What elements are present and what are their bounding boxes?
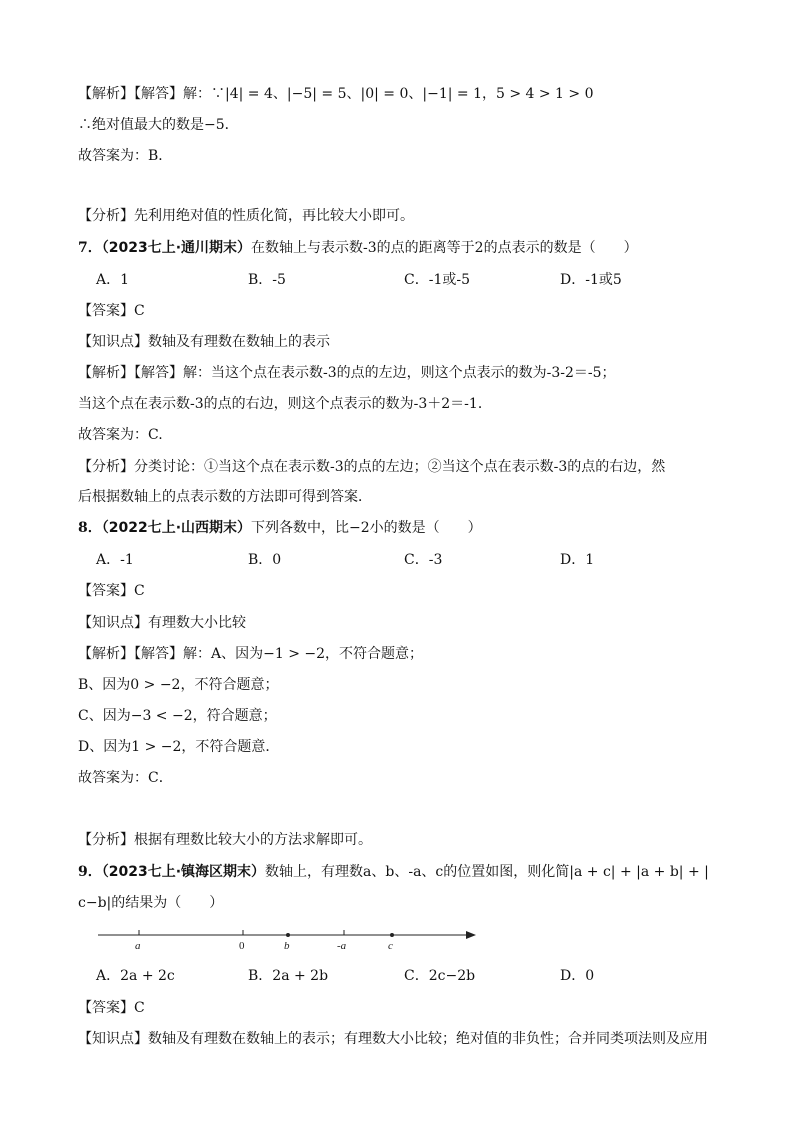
- q8-options: [96, 550, 716, 570]
- q8-option-c: C．-3: [404, 552, 443, 568]
- q9-stem-2: c−b|的结果为（ ）: [78, 895, 224, 911]
- q8-jiexi-4: D、因为1 > −2，不符合题意．: [78, 739, 280, 755]
- q8-number: 8．: [78, 520, 102, 536]
- point-c: [390, 933, 394, 937]
- q7-answer: 【答案】C: [78, 303, 145, 319]
- q9-option-b: B．2a + 2b: [248, 968, 329, 984]
- q8-jiexi-2: B、因为0 > −2，不符合题意；: [78, 677, 279, 693]
- q8-stem: 下列各数中，比−2小的数是（ ）: [251, 520, 482, 536]
- q7-stem: 在数轴上与表示数-3的点的距离等于2的点表示的数是（ ）: [251, 240, 638, 256]
- q7-answer-line: 故答案为：C.: [78, 427, 163, 443]
- q7-option-d: D．-1或5: [560, 272, 622, 288]
- point-b: [286, 933, 290, 937]
- q7-jiexi-2: 当这个点在表示数-3的点的右边，则这个点表示的数为-3＋2＝-1．: [78, 396, 492, 412]
- q8-answer-line: 故答案为：C．: [78, 770, 173, 786]
- q8-source: （2022七上·山西期末）: [101, 520, 252, 536]
- q9-stem-1: 数轴上，有理数a、b、-a、c的位置如图，则化简|a + c| + |a + b| + |: [265, 864, 709, 880]
- q8-option-b: B．0: [248, 552, 282, 568]
- q7-jiexi-1: 【解析】【解答】解：当这个点在表示数-3的点的左边，则这个点表示的数为-3-2＝-5；: [78, 365, 616, 381]
- q7-fenxi-1: 【分析】分类讨论：①当这个点在表示数-3的点的左边；②当这个点在表示数-3的点的右边，然: [78, 459, 666, 475]
- q7-knowledge: 【知识点】数轴及有理数在数轴上的表示: [78, 334, 330, 350]
- number-line-arrow: [466, 931, 476, 939]
- q7-options: [96, 270, 716, 290]
- q9-option-d: D．0: [560, 968, 595, 984]
- q8-jiexi-1: 【解析】【解答】解：A、因为−1 > −2，不符合题意；: [78, 646, 424, 662]
- label-c: c: [388, 940, 393, 952]
- q9-options: [96, 966, 716, 986]
- q8-stem-line: [78, 518, 482, 538]
- q6-conclusion: ∴绝对值最大的数是−5．: [78, 117, 239, 133]
- q7-option-c: C．-1或-5: [404, 272, 470, 288]
- q9-stem-line: [78, 862, 709, 882]
- q6-fenxi: 【分析】先利用绝对值的性质化简，再比较大小即可。: [78, 208, 414, 224]
- q7-stem-line: [78, 238, 638, 258]
- q7-number: 7．: [78, 240, 102, 256]
- q7-fenxi-2: 后根据数轴上的点表示数的方法即可得到答案．: [78, 489, 372, 505]
- q7-option-a: A．1: [96, 272, 130, 288]
- q9-option-c: C．2c−2b: [404, 968, 476, 984]
- q9-option-a: A．2a + 2c: [96, 968, 175, 984]
- q8-option-d: D．1: [560, 552, 595, 568]
- label-a: a: [135, 940, 141, 952]
- q9-source: （2023七上·镇海区期末）: [101, 864, 266, 880]
- q6-jiexi: 【解析】【解答】解：∵|4| = 4、|−5| = 5、|0| = 0、|−1| = 1，5 > 4 > 1 > 0: [78, 86, 594, 102]
- q7-source: （2023七上·通川期末）: [101, 240, 252, 256]
- q8-answer: 【答案】C: [78, 583, 145, 599]
- q6-answer-line: 故答案为：B．: [78, 148, 173, 164]
- q9-knowledge: 【知识点】数轴及有理数在数轴上的表示；有理数大小比较；绝对值的非负性；合并同类项法则及应用: [78, 1031, 708, 1047]
- q8-jiexi-3: C、因为−3 < −2，符合题意；: [78, 708, 277, 724]
- label-0: 0: [239, 940, 245, 952]
- number-line-figure: [90, 925, 490, 955]
- q8-fenxi: 【分析】根据有理数比较大小的方法求解即可。: [78, 832, 372, 848]
- q9-number: 9．: [78, 864, 102, 880]
- label-neg-a: -a: [337, 940, 347, 952]
- q7-option-b: B．-5: [248, 272, 286, 288]
- q8-option-a: A．-1: [96, 552, 134, 568]
- q9-answer: 【答案】C: [78, 1000, 145, 1016]
- q8-knowledge: 【知识点】有理数大小比较: [78, 615, 246, 631]
- label-b: b: [284, 940, 290, 952]
